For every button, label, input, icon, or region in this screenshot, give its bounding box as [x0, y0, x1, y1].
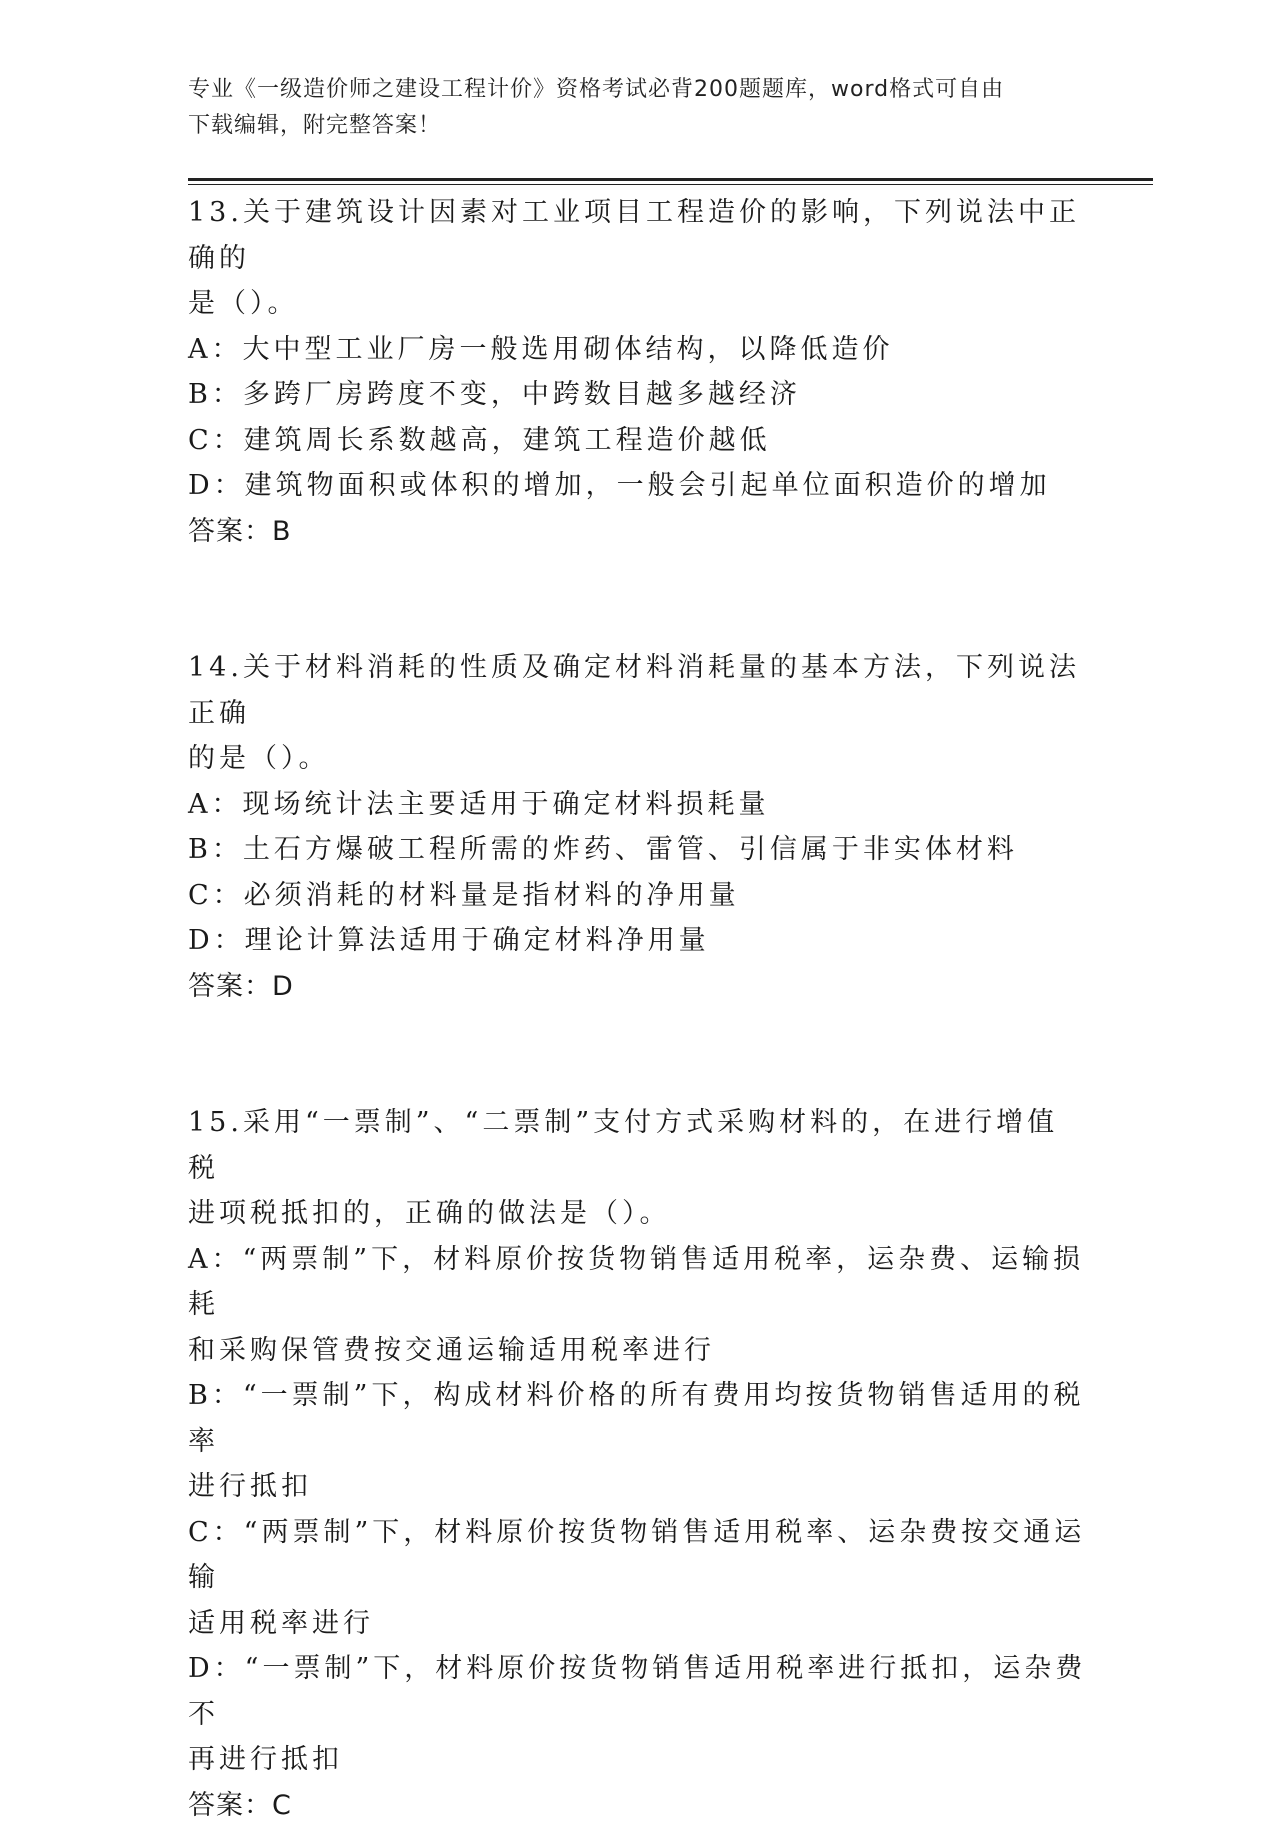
option-a: A：现场统计法主要适用于确定材料损耗量 [188, 782, 1088, 828]
option-a: A：大中型工业厂房一般选用砌体结构，以降低造价 [188, 327, 1088, 373]
question-stem: 15.采用“一票制”、“二票制”支付方式采购材料的，在进行增值税 [188, 1100, 1088, 1191]
option-d: D：“一票制”下，材料原价按货物销售适用税率进行抵扣，运杂费不 [188, 1646, 1088, 1737]
question-13 [188, 190, 1088, 554]
option-b: B：“一票制”下，构成材料价格的所有费用均按货物销售适用的税率 [188, 1373, 1088, 1464]
answer: 答案：B [188, 509, 1088, 555]
question-stem: 的是（）。 [188, 736, 1088, 782]
answer: 答案：D [188, 964, 1088, 1010]
question-stem: 是（）。 [188, 281, 1088, 327]
option-d: D：理论计算法适用于确定材料净用量 [188, 918, 1088, 964]
header-line: 下载编辑，附完整答案！ [188, 108, 1088, 144]
question-gap [188, 1009, 1088, 1100]
option-d: D：建筑物面积或体积的增加，一般会引起单位面积造价的增加 [188, 463, 1088, 509]
option-b: B：土石方爆破工程所需的炸药、雷管、引信属于非实体材料 [188, 827, 1088, 873]
option-d-continued: 再进行抵扣 [188, 1737, 1088, 1783]
question-14 [188, 645, 1088, 1009]
header-divider-thin [188, 184, 1153, 185]
header-divider-thick [188, 178, 1153, 181]
option-c: C：必须消耗的材料量是指材料的净用量 [188, 873, 1088, 919]
option-c: C：“两票制”下，材料原价按货物销售适用税率、运杂费按交通运输 [188, 1510, 1088, 1601]
question-15 [188, 1100, 1088, 1828]
option-a: A：“两票制”下，材料原价按货物销售适用税率，运杂费、运输损耗 [188, 1237, 1088, 1328]
document-header [188, 72, 1088, 144]
header-line: 专业《一级造价师之建设工程计价》资格考试必背200题题库，word格式可自由 [188, 72, 1088, 108]
question-stem: 13.关于建筑设计因素对工业项目工程造价的影响，下列说法中正确的 [188, 190, 1088, 281]
option-c: C：建筑周长系数越高，建筑工程造价越低 [188, 418, 1088, 464]
option-b: B：多跨厂房跨度不变，中跨数目越多越经济 [188, 372, 1088, 418]
question-stem: 14.关于材料消耗的性质及确定材料消耗量的基本方法，下列说法正确 [188, 645, 1088, 736]
option-a-continued: 和采购保管费按交通运输适用税率进行 [188, 1328, 1088, 1374]
question-gap [188, 554, 1088, 645]
answer: 答案：C [188, 1783, 1088, 1828]
option-b-continued: 进行抵扣 [188, 1464, 1088, 1510]
question-list [188, 190, 1088, 1828]
question-stem: 进项税抵扣的，正确的做法是（）。 [188, 1191, 1088, 1237]
option-c-continued: 适用税率进行 [188, 1601, 1088, 1647]
